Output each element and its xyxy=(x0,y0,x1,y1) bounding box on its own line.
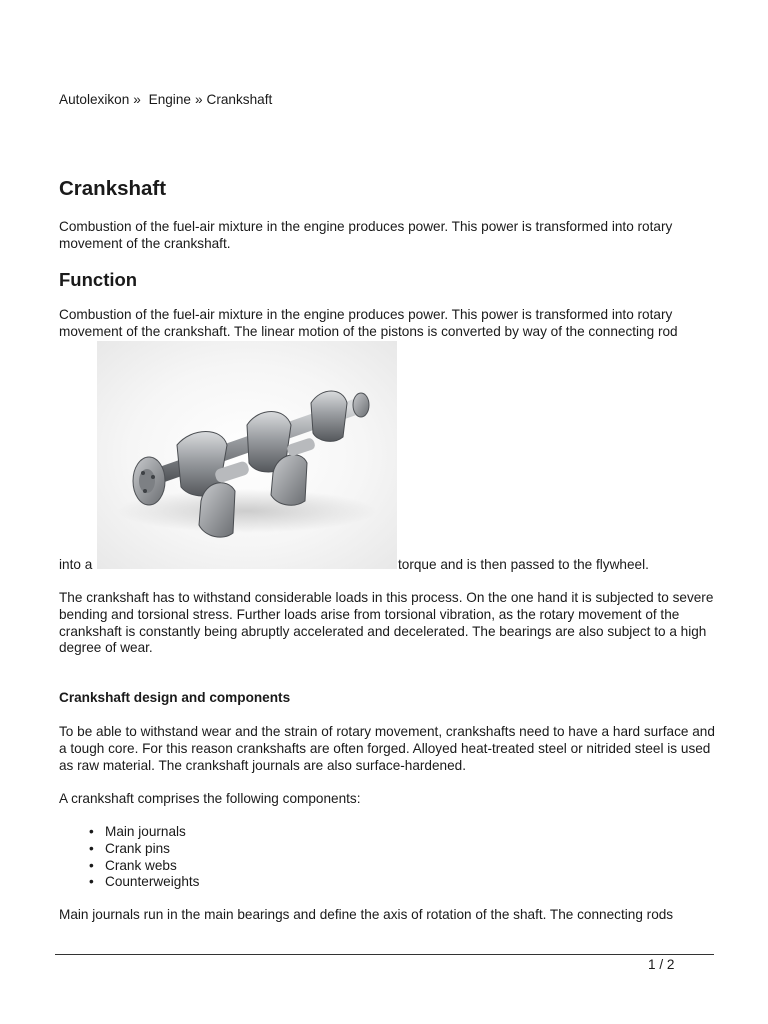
intro-paragraph: Combustion of the fuel-air mixture in the engine produces power. This power is transformed into rotary movement of the crankshaft. xyxy=(59,219,673,251)
function-heading: Function xyxy=(59,269,138,290)
function-paragraph-1-continuation-a: into a xyxy=(59,557,93,572)
list-item: • Main journals xyxy=(89,824,199,841)
design-paragraph-2: A crankshaft comprises the following components: xyxy=(59,791,361,806)
components-list xyxy=(89,824,199,891)
function-paragraph-2: The crankshaft has to withstand considerable loads in this process. On the one hand it is subjected to severe bending and torsional stress. Further loads arise from torsional vibration, as the rotary movement of the crankshaft is constantly being abruptly accelerated and decelerated. The bearings are also subject to a high degree of wear. xyxy=(59,590,714,656)
list-item: • Crank webs xyxy=(89,858,199,875)
breadcrumb-separator: » xyxy=(133,92,141,107)
crankshaft-illustration xyxy=(97,341,397,569)
crankshaft-photo-icon xyxy=(97,341,397,569)
page-number: 1 / 2 xyxy=(648,957,675,972)
footer-divider xyxy=(55,954,714,955)
list-item: • Counterweights xyxy=(89,874,199,891)
breadcrumb-item-crankshaft: Crankshaft xyxy=(206,92,273,107)
breadcrumb-separator: » xyxy=(194,92,203,107)
design-paragraph-3: Main journals run in the main bearings and define the axis of rotation of the shaft. The connecting rods xyxy=(59,907,674,922)
design-paragraph-1: To be able to withstand wear and the strain of rotary movement, crankshafts need to have a hard surface and a tough core. For this reason crankshafts are often forged. Alloyed heat-treated steel or nitrided steel is used as raw material. The crankshaft journals are also surface-hardened. xyxy=(59,724,715,773)
page-title: Crankshaft xyxy=(59,177,167,200)
breadcrumb-item-engine[interactable]: Engine xyxy=(148,92,191,107)
function-paragraph-1-continuation-b: torque and is then passed to the flywheel. xyxy=(398,557,649,572)
function-paragraph-1: Combustion of the fuel-air mixture in the engine produces power. This power is transformed into rotary movement of the crankshaft. The linear motion of the pistons is converted by way of the connecting rod xyxy=(59,307,678,339)
breadcrumb-item-autolexikon[interactable]: Autolexikon xyxy=(59,92,130,107)
design-heading: Crankshaft design and components xyxy=(59,690,291,705)
list-item: • Crank pins xyxy=(89,841,199,858)
breadcrumb xyxy=(59,92,272,107)
